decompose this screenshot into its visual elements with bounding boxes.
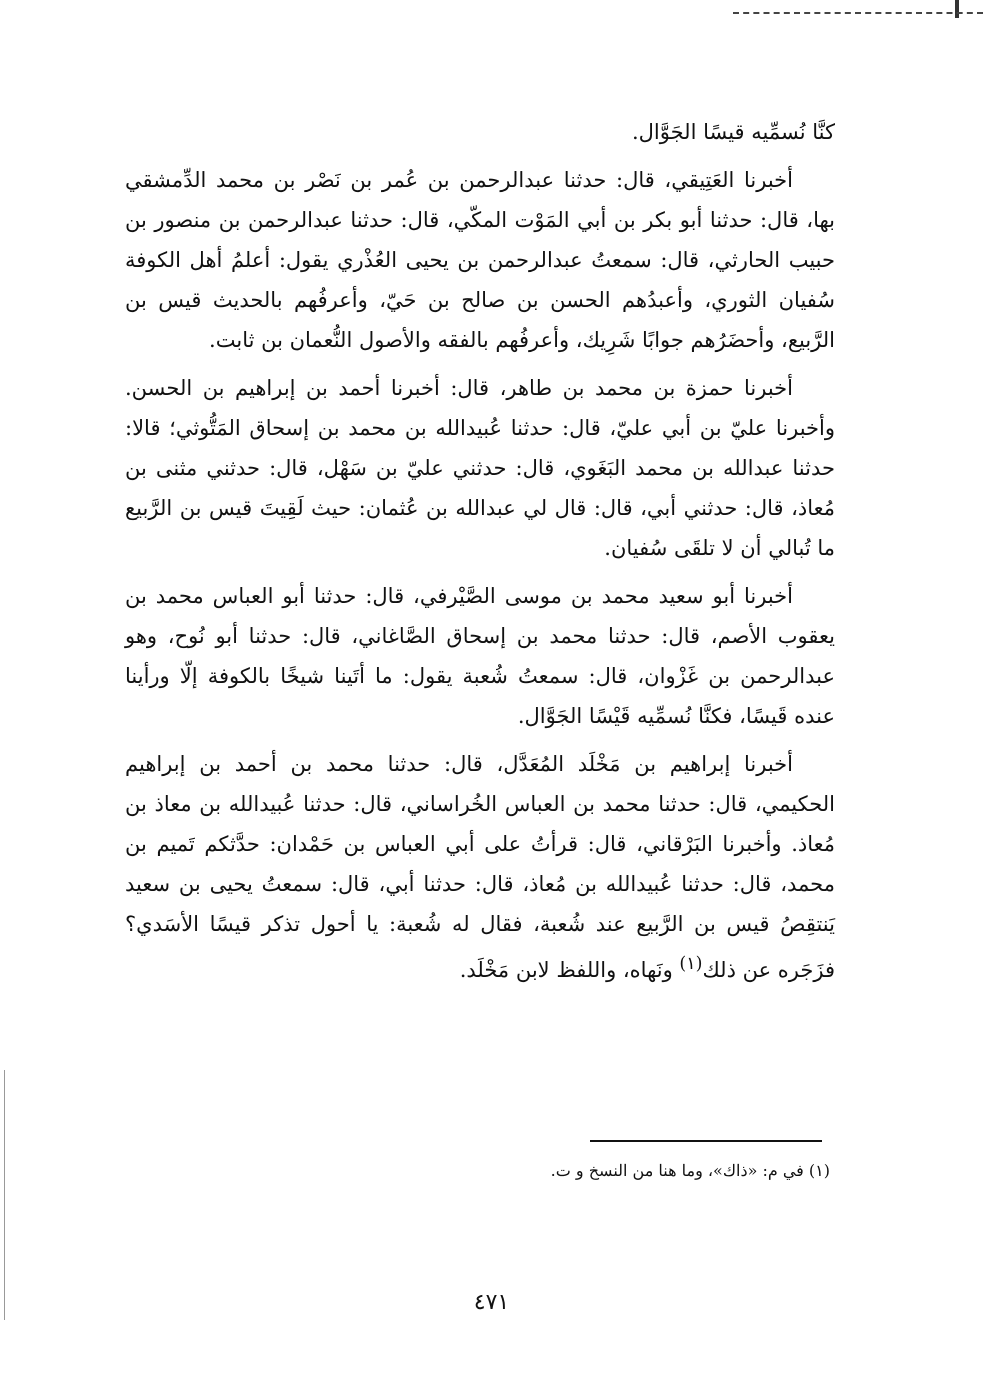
- footnote-separator: [590, 1140, 822, 1142]
- paragraph-hadith-1: أخبرنا العَتِيقي، قال: حدثنا عبدالرحمن بن عُمر بن نَصْر بن محمد الدِّمشقي بها، قال: حدثنا أبو بكر بن أبي المَوْت المكّي، قال: حدثنا عبدالرحمن بن منصور بن حبيب الحارثي، قال: سمعتُ عبدالرحمن بن يحيى العُذْري يقول: أعلمُ أهل الكوفة سُفيان الثوري، وأعبدُهم الحسن بن صالح بن حَيّ، وأعرفُهم بالحديث قيس بن الرَّبيع، وأحضَرُهم جوابًا شَرِيك، وأعرفُهم بالفقه والأصول النُّعمان بن ثابت.: [125, 168, 835, 352]
- paragraph-hadith-2: أخبرنا حمزة بن محمد بن طاهر، قال: أخبرنا أحمد بن إبراهيم بن الحسن. وأخبرنا عليّ بن أبي عليّ، قال: حدثنا عُبيدالله بن محمد بن إسحاق المَتُّوثي؛ قالا: حدثنا عبدالله بن محمد البَغَوي، قال: حدثني عليّ بن سَهْل، قال: حدثني مثنى بن مُعاذ، قال: حدثني أبي، قال: قال لي عبدالله بن عُثمان: حيث لَقِيتَ قيس بن الرَّبيع ما تُبالي أن لا تلقَى سُفيان.: [125, 376, 835, 560]
- footnote: (١) في م: «ذاك»، وما هنا من النسخ و ت.: [550, 1161, 830, 1180]
- paragraph-hadith-4: [125, 744, 835, 990]
- footnote-reference: (١): [679, 954, 703, 974]
- paragraph-hadith-4-text: أخبرنا إبراهيم بن مَخْلَد المُعَدَّل، قال: حدثنا محمد بن أحمد بن إبراهيم الحكيمي، قال: حدثنا محمد بن العباس الخُراساني، قال: حدثنا عُبيدالله بن معاذ بن مُعاذ. وأخبرنا البَرْقاني، قال: قرأتُ على أبي العباس بن حَمْدان: حدَّثكم تَميم بن محمد، قال: حدثنا عُبيدالله بن مُعاذ، قال: حدثنا أبي، قال: سمعتُ يحيى بن سعيد يَنتقِصُ قيس بن الرَّبيع عند شُعبة، فقال له شُعبة: يا أحول تذكر قيسًا الأسَدي؟ فزَجَره عن ذلك: [125, 752, 835, 982]
- page-number: ٤٧١: [473, 1290, 510, 1315]
- paragraph-hadith-4-tail: ونَهاه، واللفظ لابن مَخْلَد.: [459, 958, 680, 982]
- scan-edge-line: [4, 1070, 5, 1320]
- top-dashed-rule: [733, 12, 983, 17]
- main-text: [125, 112, 835, 998]
- paragraph-hadith-3: أخبرنا أبو سعيد محمد بن موسى الصَّيْرفي، قال: حدثنا أبو العباس محمد بن يعقوب الأصم، قال: حدثنا محمد بن إسحاق الصَّاغاني، قال: حدثنا أبو نُوح، وهو عبدالرحمن بن غَزْوان، قال: سمعتُ شُعبة يقول: ما أتَينا شيخًا بالكوفة إلّا ورأينا عنده قَيسًا، فكنَّا نُسمِّيه قَيْسًا الجَوَّال.: [125, 584, 835, 728]
- paragraph-continuation: كنَّا نُسمِّيه قيسًا الجَوَّال.: [632, 120, 835, 144]
